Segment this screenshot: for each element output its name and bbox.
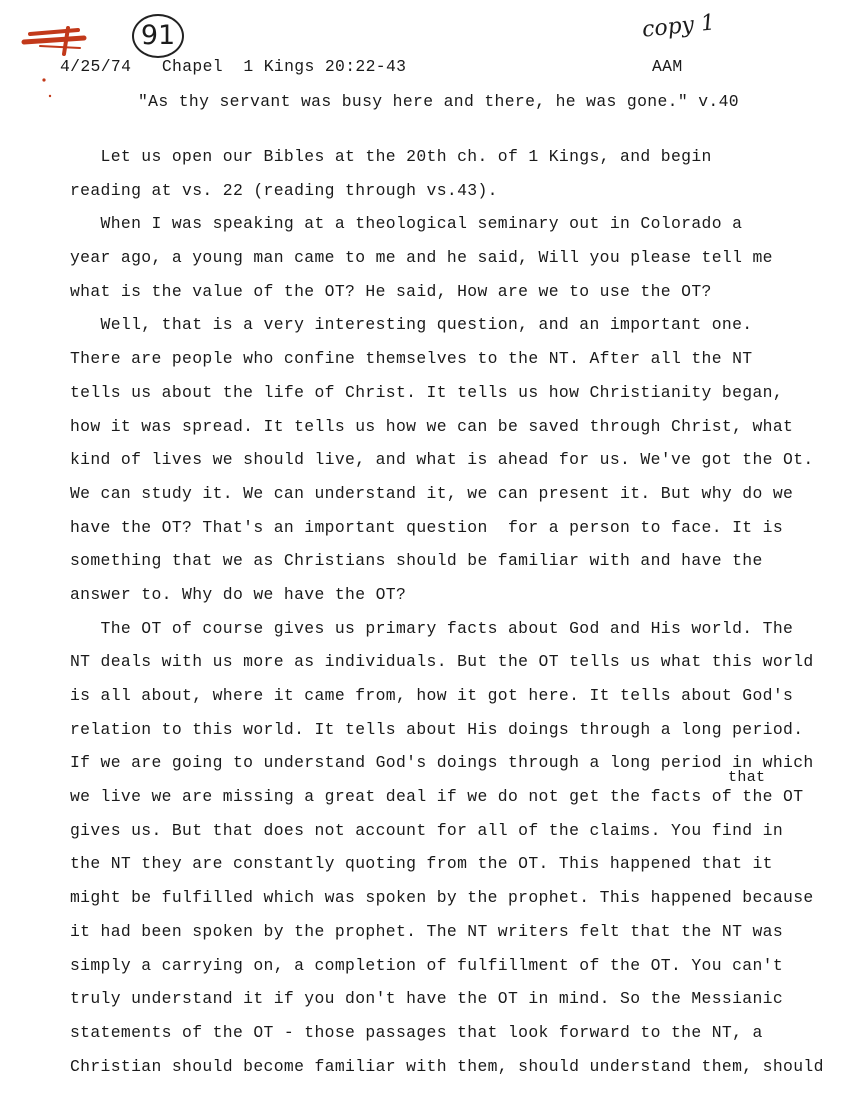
body-line: truly understand it if you don't have the OT in mind. So the Messianic	[70, 989, 784, 1009]
body-line: we live we are missing a great deal if we do not get the facts of the OT	[70, 787, 804, 807]
header-date-and-reference: 4/25/74 Chapel 1 Kings 20:22-43	[60, 57, 407, 76]
body-line: There are people who confine themselves to the NT. After all the NT	[70, 349, 753, 369]
body-line: it had been spoken by the prophet. The NT writers felt that the NT was	[70, 921, 784, 941]
sermon-body	[70, 140, 840, 1083]
body-line: When I was speaking at a theological seminary out in Colorado a	[70, 214, 743, 234]
body-line: simply a carrying on, a completion of fulfillment of the OT. You can't	[70, 955, 784, 975]
body-line: If we are going to understand God's doings through a long period in which	[70, 753, 814, 773]
handwritten-insertion: that	[728, 769, 766, 786]
body-line: We can study it. We can understand it, we can present it. But why do we	[70, 483, 794, 503]
body-line: what is the value of the OT? He said, How are we to use the OT?	[70, 281, 712, 301]
body-line: reading at vs. 22 (reading through vs.43).	[70, 180, 498, 200]
circled-page-number: 91	[132, 14, 184, 58]
body-line: might be fulfilled which was spoken by the prophet. This happened because	[70, 888, 814, 908]
body-line: Christian should become familiar with them, should understand them, should	[70, 1056, 824, 1076]
body-line: Well, that is a very interesting question, and an important one.	[70, 315, 753, 335]
body-line: is all about, where it came from, how it got here. It tells about God's	[70, 686, 794, 705]
body-line: year ago, a young man came to me and he said, Will you please tell me	[70, 248, 773, 268]
body-line: NT deals with us more as individuals. But the OT tells us what this world	[70, 652, 814, 672]
body-line: the NT they are constantly quoting from the OT. This happened that it	[70, 854, 773, 874]
body-line: have the OT? That's an important question for a person to face. It is	[70, 517, 784, 537]
body-line: tells us about the life of Christ. It tells us how Christianity began,	[70, 382, 784, 402]
body-line: The OT of course gives us primary facts about God and His world. The	[70, 618, 794, 638]
body-line: Let us open our Bibles at the 20th ch. of 1 Kings, and begin	[70, 147, 712, 166]
body-line: statements of the OT - those passages that look forward to the NT, a	[70, 1022, 763, 1042]
body-line: relation to this world. It tells about His doings through a long period.	[70, 719, 804, 739]
handwritten-copy-note: copy 1	[640, 10, 717, 43]
body-line: gives us. But that does not account for all of the claims. You find in	[70, 820, 784, 840]
epigraph-quote: "As thy servant was busy here and there, he was gone." v.40	[138, 92, 739, 111]
body-line: how it was spread. It tells us how we can be saved through Christ, what	[70, 416, 794, 436]
body-line: answer to. Why do we have the OT?	[70, 584, 407, 604]
body-line: something that we as Christians should be familiar with and have the	[70, 551, 763, 571]
body-line: kind of lives we should live, and what is ahead for us. We've got the Ot.	[70, 450, 814, 470]
author-initials: AAM	[652, 57, 683, 76]
